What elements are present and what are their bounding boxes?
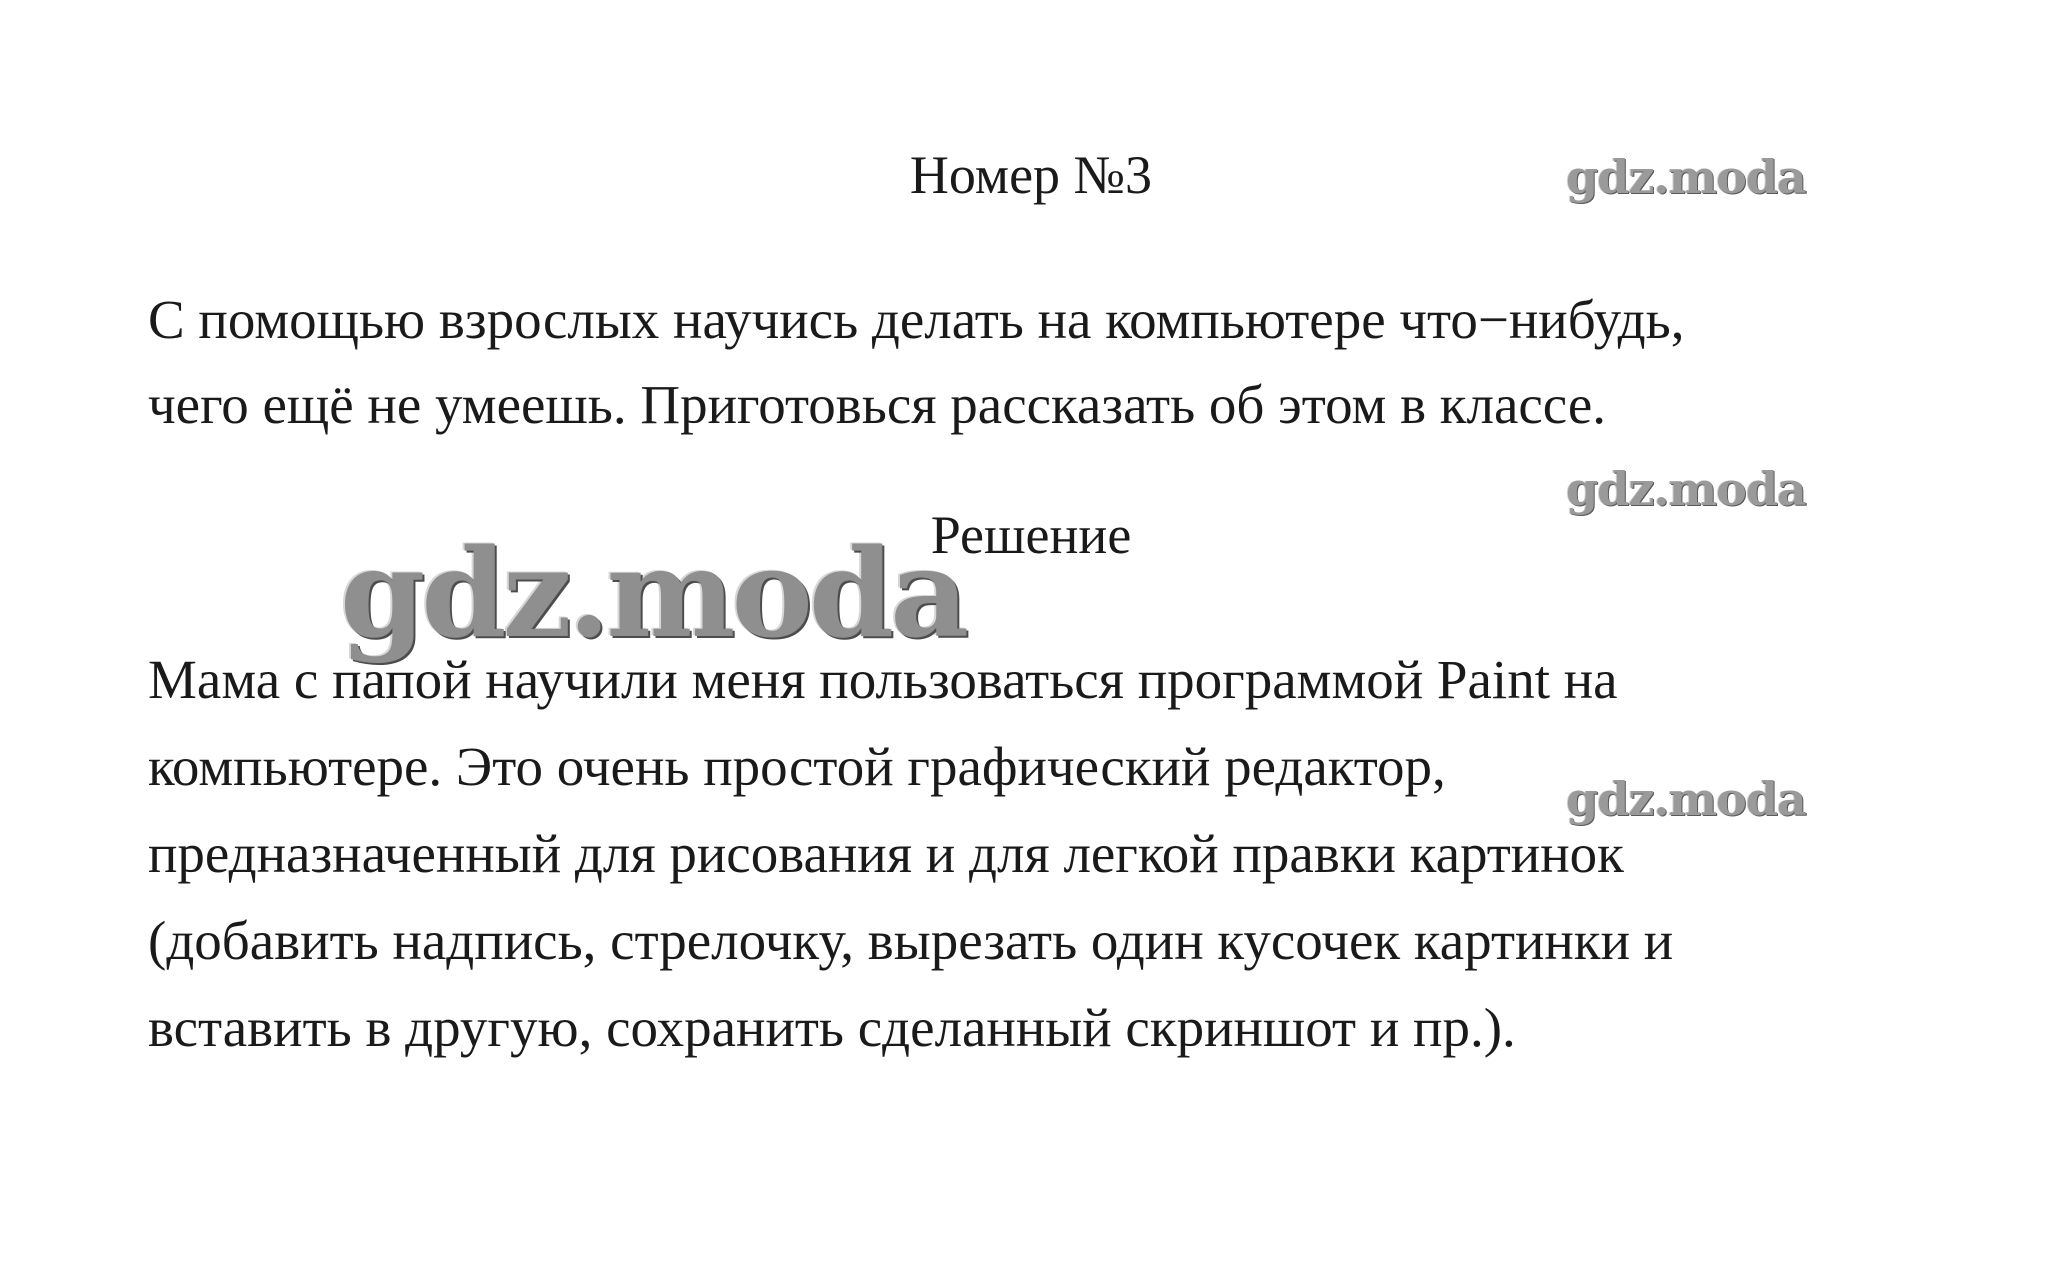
solution-heading: Решение: [930, 505, 1132, 565]
solution-text: [148, 636, 1928, 1071]
watermark-logo-large: gdz.moda: [340, 521, 966, 665]
page-title: Номер №3: [909, 145, 1153, 205]
solution-line: Мама с папой научили меня пользоваться программой Paint на: [148, 649, 1618, 710]
watermark-logo: gdz.moda: [1566, 150, 1806, 204]
task-line: чего ещё не умеешь. Приготовься рассказать об этом в классе.: [148, 374, 1607, 435]
solution-line: предназначенный для рисования и для легкой правки картинок: [148, 823, 1624, 884]
watermark-logo: gdz.moda: [1566, 772, 1806, 826]
solution-line: вставить в другую, сохранить сделанный скриншот и пр.).: [148, 997, 1516, 1058]
task-text: [148, 277, 1928, 447]
task-line: С помощью взрослых научись делать на компьютере что−нибудь,: [148, 289, 1685, 350]
watermark-logo: gdz.moda: [1566, 462, 1806, 516]
solution-line: (добавить надпись, стрелочку, вырезать один кусочек картинки и: [148, 910, 1674, 971]
solution-line: компьютере. Это очень простой графический редактор,: [148, 736, 1446, 797]
